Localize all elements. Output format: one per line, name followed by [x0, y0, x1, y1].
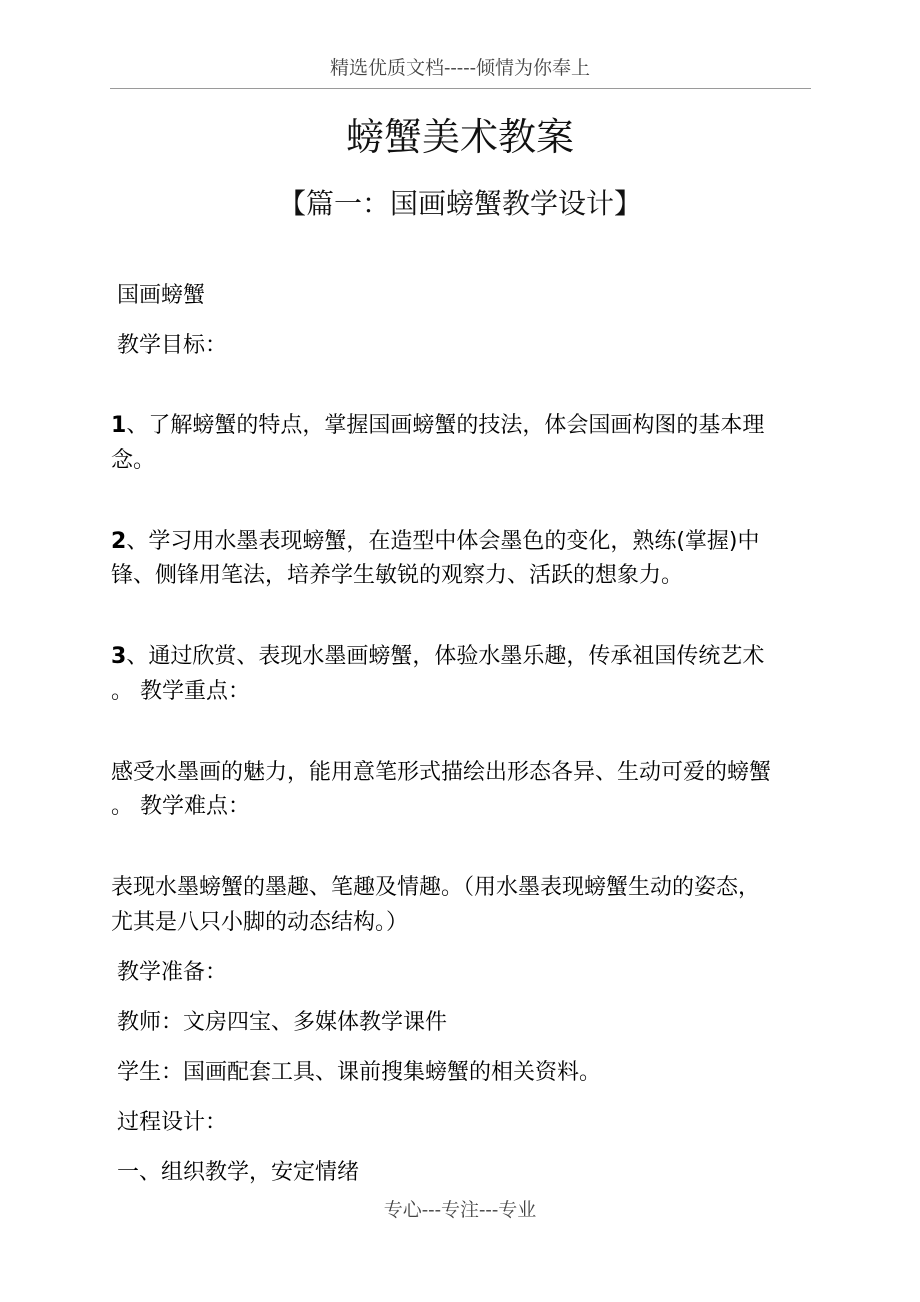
page-header: 精选优质文档-----倾情为你奉上 — [329, 57, 591, 79]
step-1-heading: 一、组织教学，安定情绪 — [117, 1160, 360, 1185]
objective-3-line-1 — [111, 640, 764, 674]
document-title: 螃蟹美术教案 — [345, 115, 574, 159]
objective-3-line-2: 。 教学重点： — [111, 679, 250, 704]
process-label: 过程设计： — [117, 1110, 228, 1135]
objective-2-line-1 — [111, 525, 759, 559]
page-footer: 专心---专注---专业 — [383, 1199, 537, 1221]
teacher-preparation: 教师：文房四宝、多媒体教学课件 — [117, 1010, 448, 1035]
objective-3-number: 3 — [111, 644, 127, 669]
objective-3-text: 、通过欣赏、表现水墨画螃蟹，体验水墨乐趣，传承祖国传统艺术 — [126, 644, 765, 669]
objective-2-text: 、学习用水墨表现螃蟹，在造型中体会墨色的变化，熟练(掌握)中 — [126, 529, 760, 554]
difficulty-line-1: 表现水墨螃蟹的墨趣、笔趣及情趣。（用水墨表现螃蟹生动的姿态， — [111, 875, 761, 900]
objective-1-line-1 — [111, 409, 764, 443]
lesson-name: 国画螃蟹 — [117, 283, 206, 308]
student-preparation: 学生：国画配套工具、课前搜集螃蟹的相关资料。 — [117, 1060, 602, 1085]
objective-2-number: 2 — [111, 529, 127, 554]
preparation-label: 教学准备： — [117, 960, 228, 985]
difficulty-line-2: 尤其是八只小脚的动态结构。） — [111, 910, 409, 935]
section-heading: 【篇一：国画螃蟹教学设计】 — [277, 187, 642, 220]
objectives-label: 教学目标： — [117, 333, 228, 358]
key-point-line-1: 感受水墨画的魅力，能用意笔形式描绘出形态各异、生动可爱的螃蟹 — [111, 760, 772, 785]
objective-1-line-2: 念。 — [111, 448, 156, 473]
objective-1-number: 1 — [111, 413, 127, 438]
key-point-line-2: 。 教学难点： — [111, 794, 250, 819]
objective-2-line-2: 锋、侧锋用笔法，培养学生敏锐的观察力、活跃的想象力。 — [111, 563, 684, 588]
header-divider — [110, 88, 811, 89]
objective-1-text: 、了解螃蟹的特点，掌握国画螃蟹的技法，体会国画构图的基本理 — [126, 413, 765, 438]
